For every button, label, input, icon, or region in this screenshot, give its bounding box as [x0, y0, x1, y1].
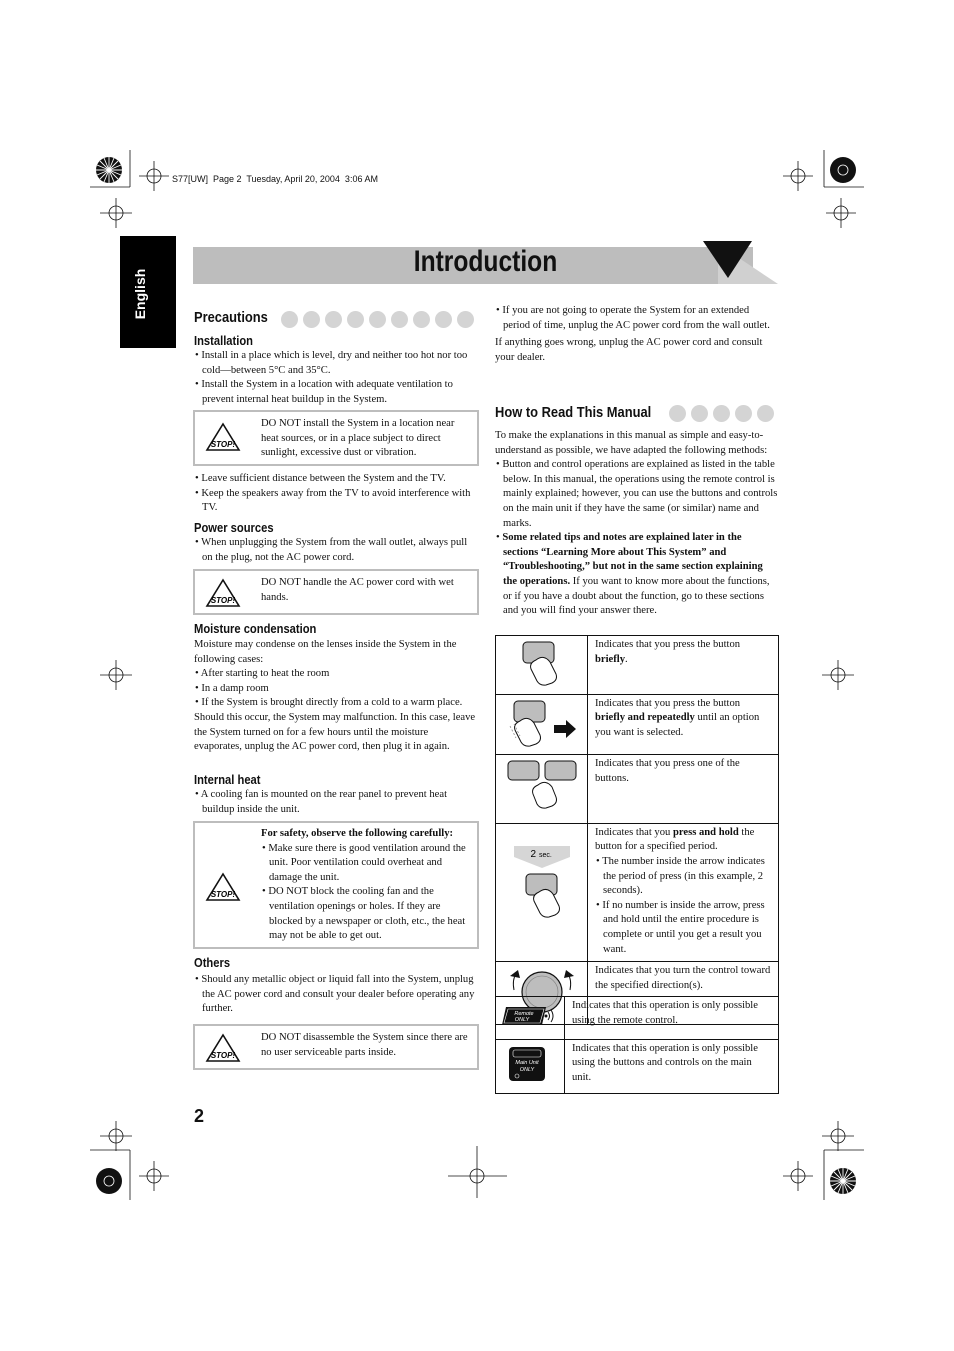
svg-text:STOP!: STOP!	[210, 440, 236, 449]
warning-box-installation	[193, 410, 479, 466]
list-item: • DO NOT block the cooling fan and the ventilation openings or holes. If they are blocked by a newspaper or cloth, etc., the heat may not be able to get out.	[262, 886, 466, 942]
warning-text: DO NOT disassemble the System since there are no user serviceable parts inside.	[261, 1032, 468, 1058]
warning-text: DO NOT install the System in a location near heat sources, or in a place subject to direct sunlight, excessive dust or vibration.	[261, 418, 455, 459]
svg-text:2: 2	[530, 848, 536, 860]
paragraph: To make the explanations in this manual as simple and easy-to-understand as possible, we have adapted the following methods:	[495, 430, 768, 456]
warning-box-heat	[193, 821, 479, 949]
list-item: • Install in a place which is level, dry and neither too hot nor too cold—between 5°C and 35°C.	[195, 350, 468, 376]
power-bullets	[194, 536, 478, 565]
icon-cell	[496, 823, 588, 961]
heading-dots	[281, 311, 474, 328]
table-row	[496, 1039, 779, 1094]
table-cell: Indicates that this operation is only possible using the remote control.	[565, 997, 779, 1040]
only-table	[495, 996, 779, 1094]
warning-box-power	[193, 569, 479, 615]
installation-bullets-2	[194, 472, 478, 516]
others-heading: Others	[194, 955, 231, 970]
svg-text:ONLY: ONLY	[514, 1017, 530, 1023]
stop-hand-icon	[205, 1033, 241, 1063]
table-row	[496, 755, 779, 824]
list-item: • When unplugging the System from the wall outlet, always pull on the plug, not the AC power cord.	[195, 537, 468, 563]
list-item: • Leave sufficient distance between the System and the TV.	[195, 473, 446, 484]
installation-bullets	[194, 349, 478, 407]
list-item: • A cooling fan is mounted on the rear panel to prevent heat buildup inside the unit.	[195, 789, 448, 815]
list-item: • Button and control operations are explained as listed in the table below. In this manual, the operations using the remote control is mainly explained; however, you can use the buttons and controls on the main unit if they have the same (or similar) name and marks.	[496, 459, 778, 529]
svg-text:Remote: Remote	[514, 1011, 534, 1017]
list-item: • Make sure there is good ventilation around the unit. Poor ventilation could overheat and damage the unit.	[262, 842, 466, 883]
svg-text:sec.: sec.	[539, 851, 552, 859]
language-tab-label: English	[132, 268, 148, 320]
svg-text:STOP!: STOP!	[210, 596, 236, 605]
stop-hand-icon	[205, 422, 241, 452]
press-repeatedly-icon	[496, 695, 587, 749]
list-item: • If no number is inside the arrow, press and hold until the entire procedure is complete or until you get a result you want.	[596, 899, 765, 955]
heat-bullets	[194, 788, 478, 817]
press-one-of-buttons-icon	[496, 755, 587, 817]
list-item: • After starting to heat the room	[195, 668, 330, 680]
warning-text	[261, 827, 471, 944]
table-row	[496, 636, 779, 695]
operations-table	[495, 635, 779, 1025]
table-cell: Indicates that you press the button briefly.	[588, 636, 779, 695]
table-cell: Indicates that you press the button briefly and repeatedly until an option you want is selected.	[588, 694, 779, 755]
icon-cell	[496, 997, 565, 1040]
icon-cell	[496, 694, 588, 755]
moisture-text	[194, 638, 478, 755]
svg-text:ONLY: ONLY	[519, 1066, 535, 1073]
right-intro	[495, 304, 778, 365]
svg-text:STOP!: STOP!	[210, 890, 236, 899]
installation-heading: Installation	[194, 333, 254, 348]
others-bullets	[194, 973, 478, 1017]
precautions-heading: Precautions	[194, 309, 268, 326]
table-row	[496, 823, 779, 961]
table-cell: Indicates that you press one of the buttons.	[588, 755, 779, 824]
svg-text:Main Unit: Main Unit	[515, 1059, 539, 1066]
table-row	[496, 694, 779, 755]
icon-cell	[496, 755, 588, 824]
list-item: • If the System is brought directly from a cold to a warm place.	[195, 697, 463, 709]
list-item: • The number inside the arrow indicates the period of press (in this example, 2 seconds).	[596, 855, 765, 897]
stop-hand-icon	[205, 872, 241, 902]
main-unit-only-icon	[496, 1040, 564, 1088]
svg-text:STOP!: STOP!	[210, 1051, 236, 1060]
list-item: • Should any metallic object or liquid fall into the System, unplug the AC power cord and consult your dealer before operating any further.	[195, 974, 475, 1015]
page-title: Introduction	[413, 245, 558, 278]
warning-box-others	[193, 1024, 479, 1070]
paragraph: If anything goes wrong, unplug the AC power cord and consult your dealer.	[495, 337, 763, 363]
list-item: • If you are not going to operate the System for an extended period of time, unplug the AC power cord from the wall outlet.	[496, 305, 770, 331]
table-row	[496, 997, 779, 1040]
icon-cell	[496, 636, 588, 695]
list-item: • Install the System in a location with adequate ventilation to prevent internal heat buildup in the System.	[195, 379, 453, 405]
how-heading: How to Read This Manual	[495, 404, 652, 421]
print-header: S77[UW] Page 2 Tuesday, April 20, 2004 3:06 AM	[172, 174, 378, 184]
paragraph: Should this occur, the System may malfunction. In this case, leave the System turned on for a few hours until the moisture evaporates, unplug the AC power cord, then plug it in again.	[194, 711, 476, 753]
moisture-heading: Moisture condensation	[194, 621, 317, 636]
press-and-hold-icon	[496, 824, 587, 957]
table-cell: Indicates that you turn the control toward the specified direction(s).	[588, 962, 779, 1025]
table-cell: Indicates that this operation is only possible using the buttons and controls on the main unit.	[565, 1039, 779, 1094]
table-cell: Indicates that you press and hold the button for a specified period. • The number inside the arrow indicates the period of press (in this example, 2 seconds). • If no number is inside the arrow, press and hold until the entire procedure is complete or until you get a result you want.	[588, 823, 779, 961]
heading-dots	[669, 405, 774, 422]
icon-cell	[496, 1039, 565, 1094]
warning-text: DO NOT handle the AC power cord with wet hands.	[261, 577, 454, 603]
stop-hand-icon	[205, 578, 241, 608]
press-button-icon	[496, 636, 587, 688]
list-item: • Some related tips and notes are explained later in the sections “Learning More about This System” and “Troubleshooting,” but not in the same section explaining the operations. If you want to know more about the functions, or if you have a doubt about the function, go to these sections and you will find your answer there.	[496, 532, 770, 617]
paragraph: Moisture may condense on the lenses inside the System in the following cases:	[194, 639, 457, 665]
remote-only-icon	[496, 997, 564, 1033]
page-number: 2	[194, 1106, 205, 1126]
how-text	[495, 429, 778, 619]
list-item: • In a damp room	[195, 682, 269, 694]
heat-heading: Internal heat	[194, 772, 261, 787]
language-tab	[120, 236, 176, 348]
warning-title: For safety, observe the following carefully:	[261, 828, 454, 839]
list-item: • Keep the speakers away from the TV to avoid interference with TV.	[195, 487, 471, 514]
power-heading: Power sources	[194, 520, 274, 535]
